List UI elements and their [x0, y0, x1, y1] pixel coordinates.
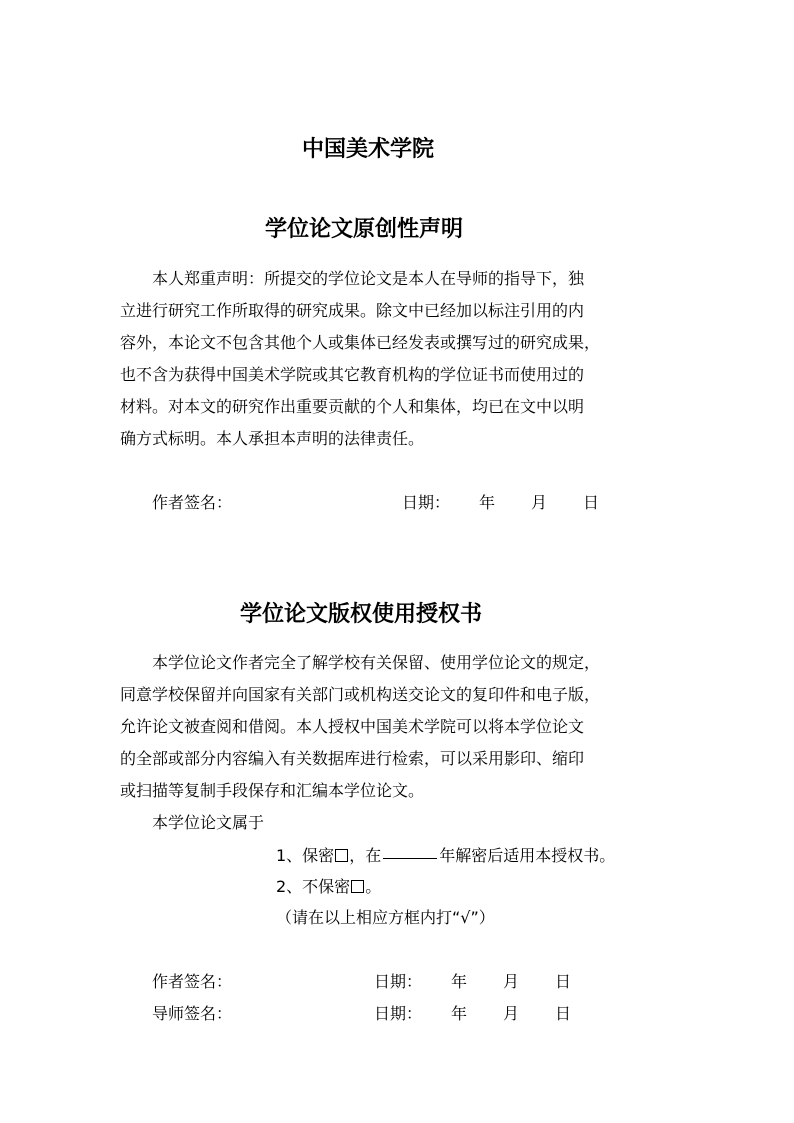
supervisor-month: 月: [503, 1004, 520, 1023]
option2-suffix: 。: [365, 877, 382, 896]
auth-author-year: 年: [451, 972, 468, 991]
not-confidential-checkbox[interactable]: [351, 880, 364, 893]
supervisor-year: 年: [451, 1004, 468, 1023]
declaration-line-2: 立进行研究工作所取得的研究成果。除文中已经加以标注引用的内: [120, 301, 585, 320]
option-confidential: [276, 843, 615, 866]
declaration-line-4: 也不含为获得中国美术学院或其它教育机构的学位证书而使用过的: [120, 365, 585, 384]
school-title: 中国美术学院: [302, 137, 435, 162]
declaration-line-5: 材料。对本文的研究作出重要贡献的个人和集体，均已在文中以明: [120, 397, 585, 416]
declaration-title: 学位论文原创性声明: [265, 217, 464, 242]
declaration-line-6: 确方式标明。本人承担本声明的法律责任。: [120, 429, 425, 448]
declaration-author-sign-label: 作者签名：: [152, 493, 233, 512]
supervisor-sign-label: 导师签名：: [152, 1004, 233, 1023]
option1-mid: ，在: [349, 846, 382, 865]
confidential-checkbox[interactable]: [335, 849, 348, 862]
authorization-title: 学位论文版权使用授权书: [240, 602, 483, 627]
supervisor-date-label: 日期：: [374, 1004, 423, 1023]
authorization-line-2: 同意学校保留并向国家有关部门或机构送交论文的复印件和电子版，: [120, 685, 601, 704]
authorization-line-3: 允许论文被查阅和借阅。本人授权中国美术学院可以将本学位论文: [120, 717, 585, 736]
declaration-line-3: 容外，本论文不包含其他个人或集体已经发表或撰写过的研究成果，: [120, 333, 601, 352]
authorization-line-1: 本学位论文作者完全了解学校有关保留、使用学位论文的规定，: [152, 653, 601, 672]
auth-author-date-label: 日期：: [374, 972, 423, 991]
supervisor-day: 日: [555, 1004, 572, 1023]
auth-author-month: 月: [503, 972, 520, 991]
option1-prefix: 1、保密: [276, 846, 335, 865]
declaration-month: 月: [531, 493, 548, 512]
option-not-confidential: [276, 874, 381, 897]
declaration-line-1: 本人郑重声明：所提交的学位论文是本人在导师的指导下，独: [152, 269, 585, 288]
check-hint: （请在以上相应方框内打“√”）: [276, 908, 495, 927]
declassify-year-blank[interactable]: [383, 857, 437, 859]
declaration-date-label: 日期：: [402, 493, 451, 512]
declaration-year: 年: [479, 493, 496, 512]
authorization-line-5: 或扫描等复制手段保存和汇编本学位论文。: [120, 781, 425, 800]
authorization-line-4: 的全部或部分内容编入有关数据库进行检索，可以采用影印、缩印: [120, 749, 585, 768]
auth-author-day: 日: [555, 972, 572, 991]
declaration-day: 日: [583, 493, 600, 512]
option1-suffix: 年解密后适用本授权书。: [439, 846, 616, 865]
auth-author-sign-label: 作者签名：: [152, 972, 233, 991]
option2-prefix: 2、不保密: [276, 877, 351, 896]
belongs-label: 本学位论文属于: [152, 813, 265, 832]
